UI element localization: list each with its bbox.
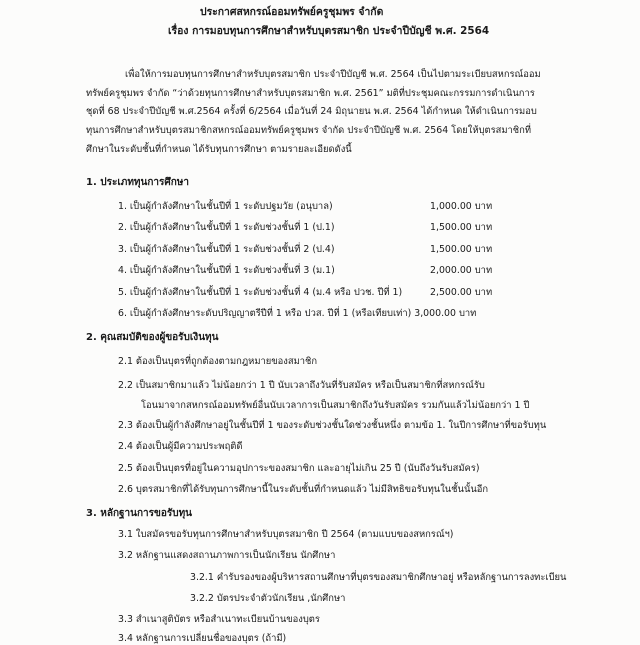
document-subitem: 3.2.2 บัตรประจำตัวนักเรียน ,นักศึกษา [190,593,346,604]
intro-paragraph-line: ชุดที่ 68 ประจำปีบัญชี พ.ศ.2564 ครั้งที่ 6/2564 เมื่อวันที่ 24 มิถุนายน พ.ศ. 2564 ได้กำหนด ให้ดำเนินการมอบ [86,106,537,117]
announcement-subject: เรื่อง การมอบทุนการศึกษาสำหรับบุตรสมาชิก ประจำปีบัญชี พ.ศ. 2564 [168,25,490,37]
announcement-title: ประกาศสหกรณ์ออมทรัพย์ครูชุมพร จำกัด [200,6,384,18]
scholarship-amount: 1,000.00 บาท [430,201,493,212]
document-subitem: 3.2.1 คำรับรองของผู้บริหารสถานศึกษาที่บุตรของสมาชิกศึกษาอยู่ หรือหลักฐานการลงทะเบียน [190,572,567,583]
qualification-item: 2.6 บุตรสมาชิกที่ได้รับทุนการศึกษานี้ในระดับชั้นที่กำหนดแล้ว ไม่มีสิทธิขอรับทุนในชั้นนั้นอีก [118,484,489,495]
document-item: 3.1 ใบสมัครขอรับทุนการศึกษาสำหรับบุตรสมาชิก ปี 2564 (ตามแบบของสหกรณ์ฯ) [118,529,454,540]
section-1-heading: 1. ประเภททุนการศึกษา [86,177,190,188]
intro-paragraph-line: ทรัพย์ครูชุมพร จำกัด “ว่าด้วยทุนการศึกษาสำหรับบุตรสมาชิก พ.ศ. 2561” มติที่ประชุมคณะกรรมการดำเนินการ [86,88,535,99]
qualification-item: 2.1 ต้องเป็นบุตรที่ถูกต้องตามกฎหมายของสมาชิก [118,356,318,367]
intro-paragraph-line: ทุนการศึกษาสำหรับบุตรสมาชิกสหกรณ์ออมทรัพย์ครูชุมพร จำกัด ประจำปีบัญชี พ.ศ. 2564 โดยให้บุตรสมาชิกที่ [86,125,532,136]
scholarship-item: 1. เป็นผู้กำลังศึกษาในชั้นปีที่ 1 ระดับปฐมวัย (อนุบาล) [118,201,333,212]
scholarship-amount: 1,500.00 บาท [430,244,493,255]
scholarship-item: 4. เป็นผู้กำลังศึกษาในชั้นปีที่ 1 ระดับช่วงชั้นที่ 3 (ม.1) [118,265,335,276]
document-item: 3.2 หลักฐานแสดงสถานภาพการเป็นนักเรียน นักศึกษา [118,550,336,561]
scholarship-item: 2. เป็นผู้กำลังศึกษาในชั้นปีที่ 1 ระดับช่วงชั้นที่ 1 (ป.1) [118,222,335,233]
intro-paragraph-line: ศึกษาในระดับชั้นที่กำหนด ได้รับทุนการศึกษา ตามรายละเอียดดังนี้ [86,144,352,155]
document-item: 3.4 หลักฐานการเปลี่ยนชื่อของบุตร (ถ้ามี) [118,633,287,644]
scholarship-item: 3. เป็นผู้กำลังศึกษาในชั้นปีที่ 1 ระดับช่วงชั้นที่ 2 (ป.4) [118,244,335,255]
section-2-heading: 2. คุณสมบัติของผู้ขอรับเงินทุน [86,332,219,343]
qualification-item-continued: โอนมาจากสหกรณ์ออมทรัพย์อื่นนับเวลาการเป็นสมาชิกถึงวันรับสมัคร รวมกันแล้วไม่น้อยกว่า 1 ปี [141,400,530,411]
document-item: 3.3 สำเนาสูติบัตร หรือสำเนาทะเบียนบ้านของบุตร [118,614,320,625]
intro-paragraph-line: เพื่อให้การมอบทุนการศึกษาสำหรับบุตรสมาชิก ประจำปีบัญชี พ.ศ. 2564 เป็นไปตามระเบียบสหกรณ์ออม [125,69,541,80]
scholarship-item: 5. เป็นผู้กำลังศึกษาในชั้นปีที่ 1 ระดับช่วงชั้นที่ 4 (ม.4 หรือ ปวช. ปีที่ 1) [118,287,403,298]
section-3-heading: 3. หลักฐานการขอรับทุน [86,508,193,519]
scholarship-amount: 2,000.00 บาท [430,265,493,276]
qualification-item: 2.3 ต้องเป็นผู้กำลังศึกษาอยู่ในชั้นปีที่ 1 ของระดับช่วงชั้นใดช่วงชั้นหนึ่ง ตามข้อ 1. ในปีการศึกษาที่ขอรับทุน [118,420,547,431]
qualification-item: 2.2 เป็นสมาชิกมาแล้ว ไม่น้อยกว่า 1 ปี นับเวลาถึงวันที่รับสมัคร หรือเป็นสมาชิกที่สหกรณ์รับ [118,380,485,391]
qualification-item: 2.4 ต้องเป็นผู้มีความประพฤติดี [118,441,243,452]
scholarship-amount: 1,500.00 บาท [430,222,493,233]
scholarship-item: 6. เป็นผู้กำลังศึกษาระดับปริญญาตรีปีที่ 1 หรือ ปวส. ปีที่ 1 (หรือเทียบเท่า) 3,000.00 บาท [118,308,477,319]
qualification-item: 2.5 ต้องเป็นบุตรที่อยู่ในความอุปการะของสมาชิก และอายุไม่เกิน 25 ปี (นับถึงวันรับสมัคร) [118,463,480,474]
scholarship-amount: 2,500.00 บาท [430,287,493,298]
